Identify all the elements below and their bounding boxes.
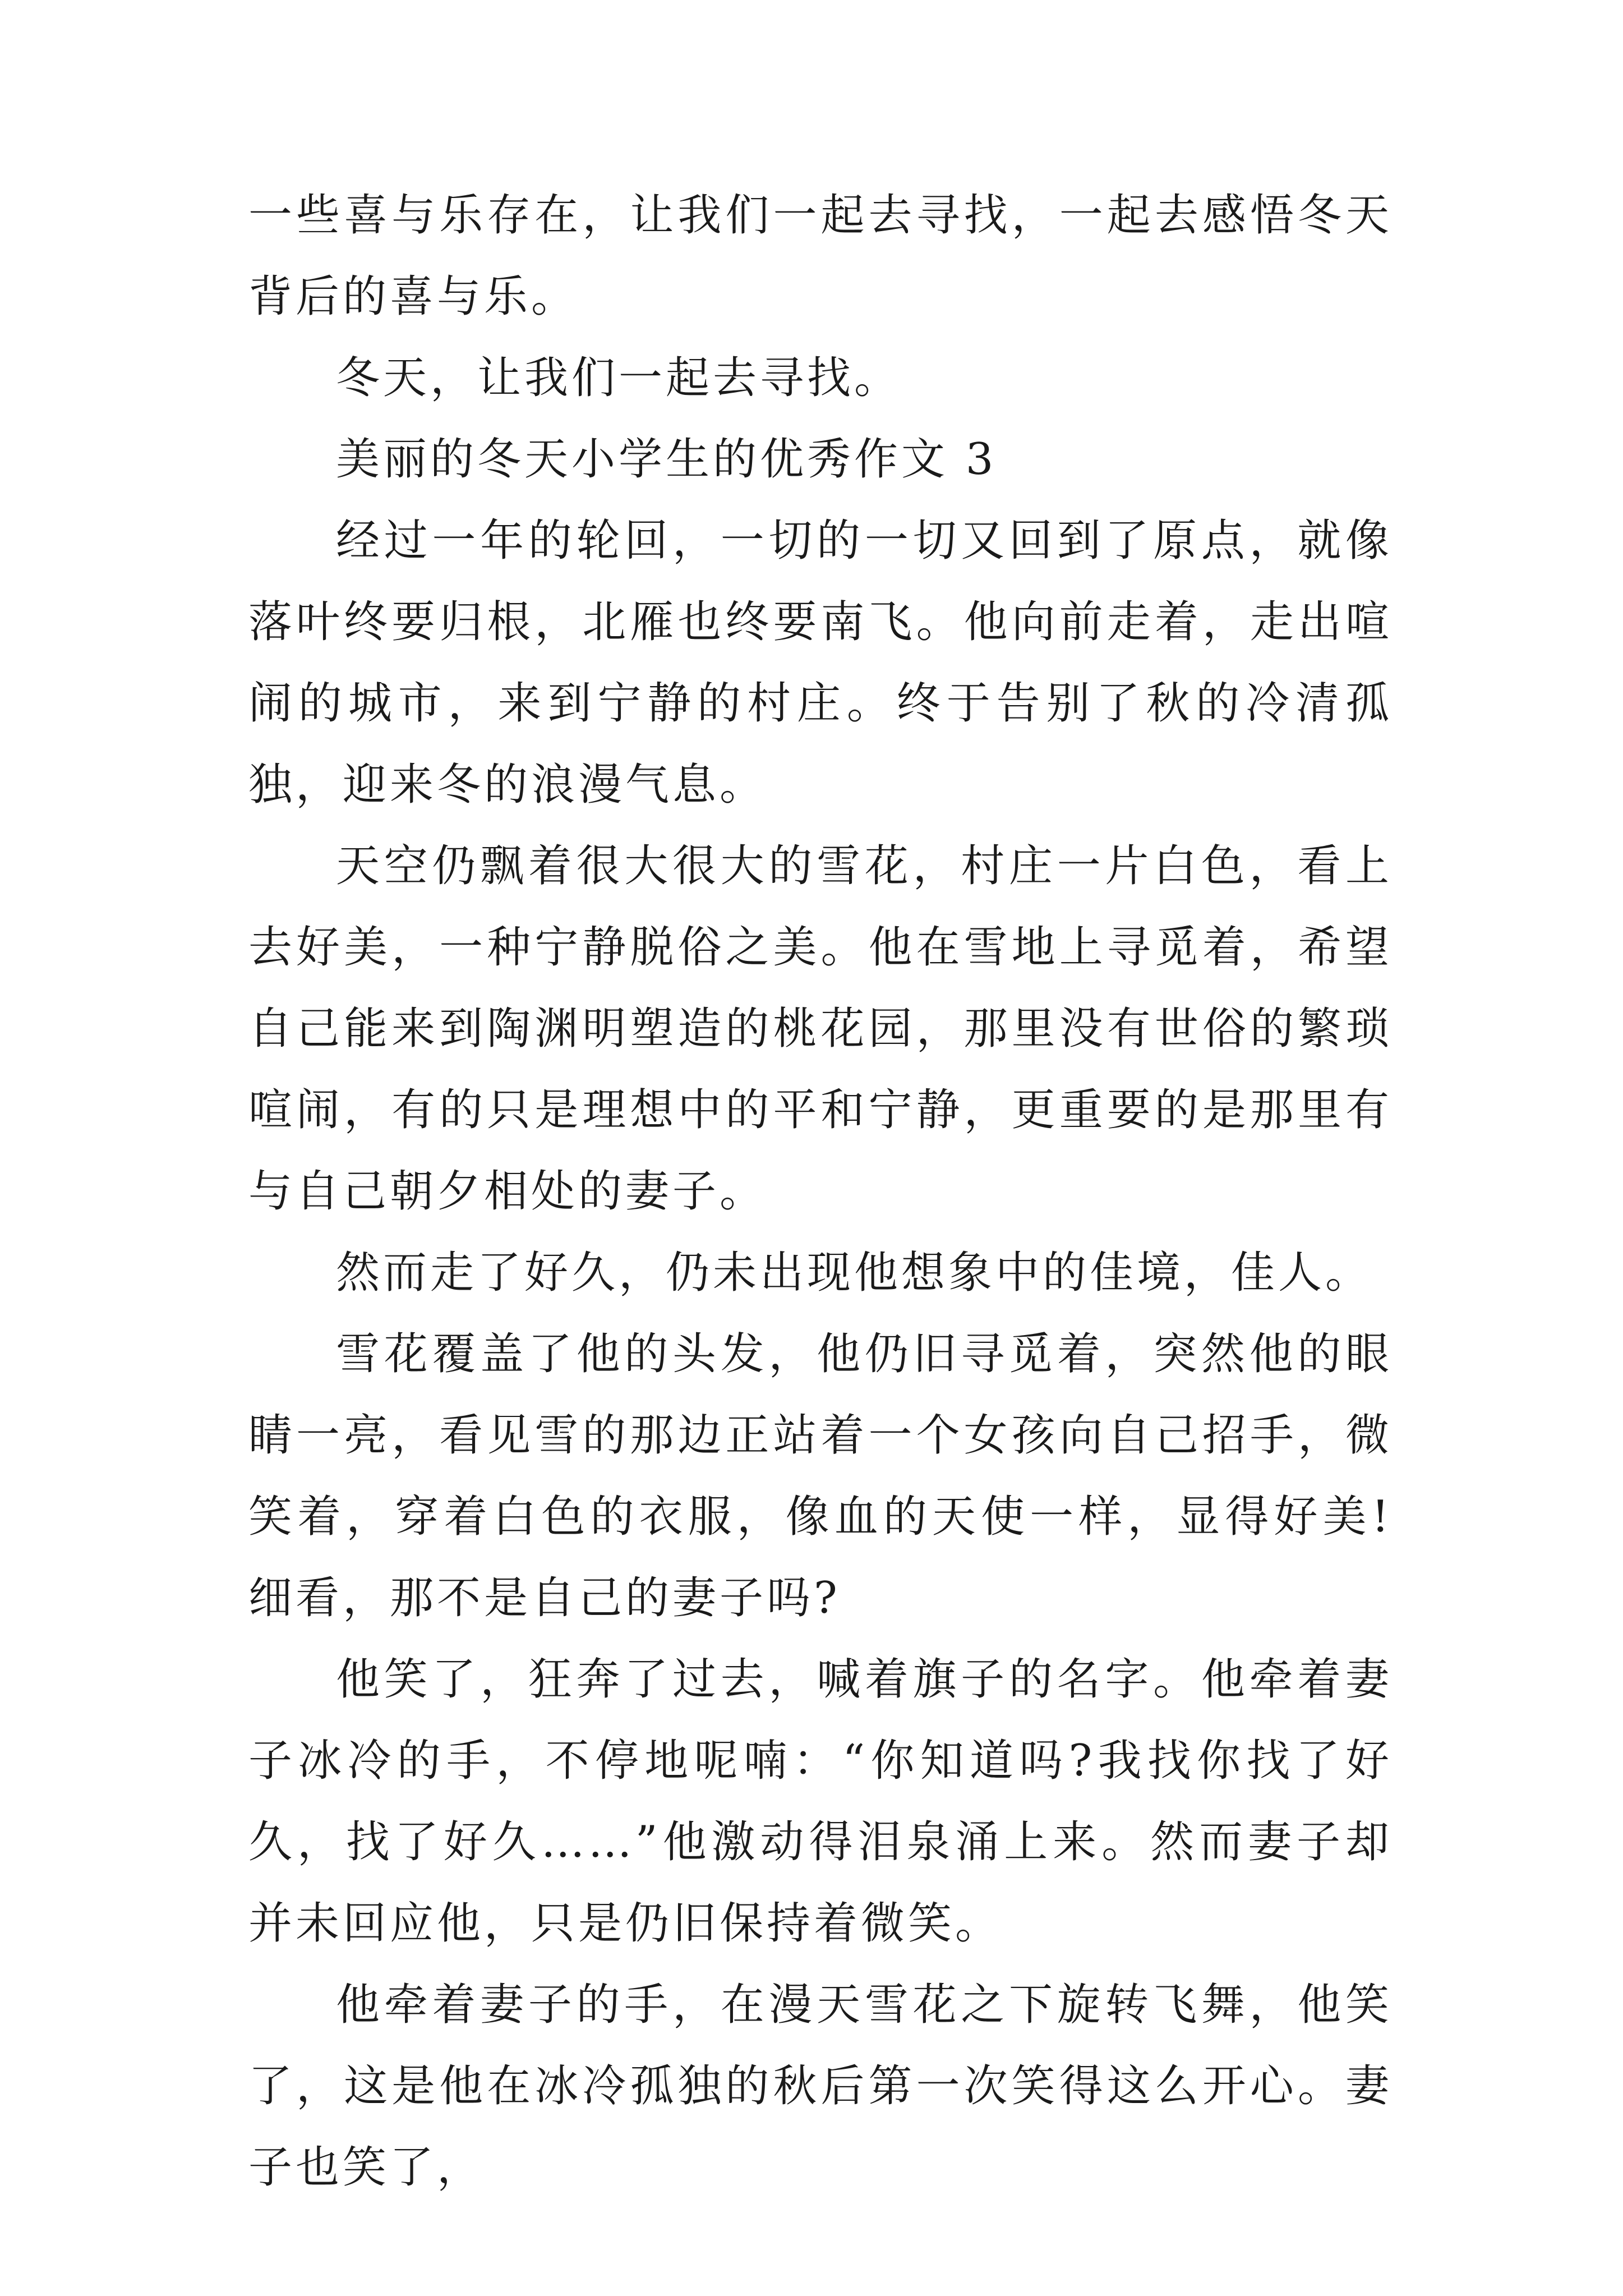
paragraph: 一些喜与乐存在，让我们一起去寻找，一起去感悟冬天背后的喜与乐。 bbox=[248, 190, 1393, 322]
paragraph: 天空仍飘着很大很大的雪花，村庄一片白色，看上去好美，一种宁静脱俗之美。他在雪地上寻觅着，希望自己能来到陶渊明塑造的桃花园，那里没有世俗的繁琐喧闹，有的只是理想中的平和宁静，更重要的是那里有与自己朝夕相处的妻子。 bbox=[248, 841, 1393, 1217]
paragraph: 他牵着妻子的手，在漫天雪花之下旋转飞舞，他笑了，这是他在冰冷孤独的秋后第一次笑得这么开心。妻子也笑了， bbox=[248, 1980, 1393, 2193]
body-text bbox=[248, 175, 1393, 2208]
paragraph: 雪花覆盖了他的头发，他仍旧寻觅着，突然他的眼睛一亮，看见雪的那边正站着一个女孩向自己招手，微笑着，穿着白色的衣服，像血的天使一样，显得好美!细看，那不是自己的妻子吗? bbox=[248, 1329, 1393, 1623]
paragraph: 他笑了，狂奔了过去，喊着旗子的名字。他牵着妻子冰冷的手，不停地呢喃：“你知道吗?我找你找了好久，找了好久……”他激动得泪泉涌上来。然而妻子却并未回应他，只是仍旧保持着微笑。 bbox=[248, 1654, 1393, 1949]
paragraph: 然而走了好久，仍未出现他想象中的佳境，佳人。 bbox=[336, 1248, 1373, 1298]
paragraph: 经过一年的轮回，一切的一切又回到了原点，就像落叶终要归根，北雁也终要南飞。他向前走着，走出喧闹的城市，来到宁静的村庄。终于告别了秋的冷清孤独，迎来冬的浪漫气息。 bbox=[248, 516, 1393, 810]
paragraph: 冬天，让我们一起去寻找。 bbox=[336, 353, 902, 403]
section-heading: 美丽的冬天小学生的优秀作文 3 bbox=[336, 434, 997, 485]
